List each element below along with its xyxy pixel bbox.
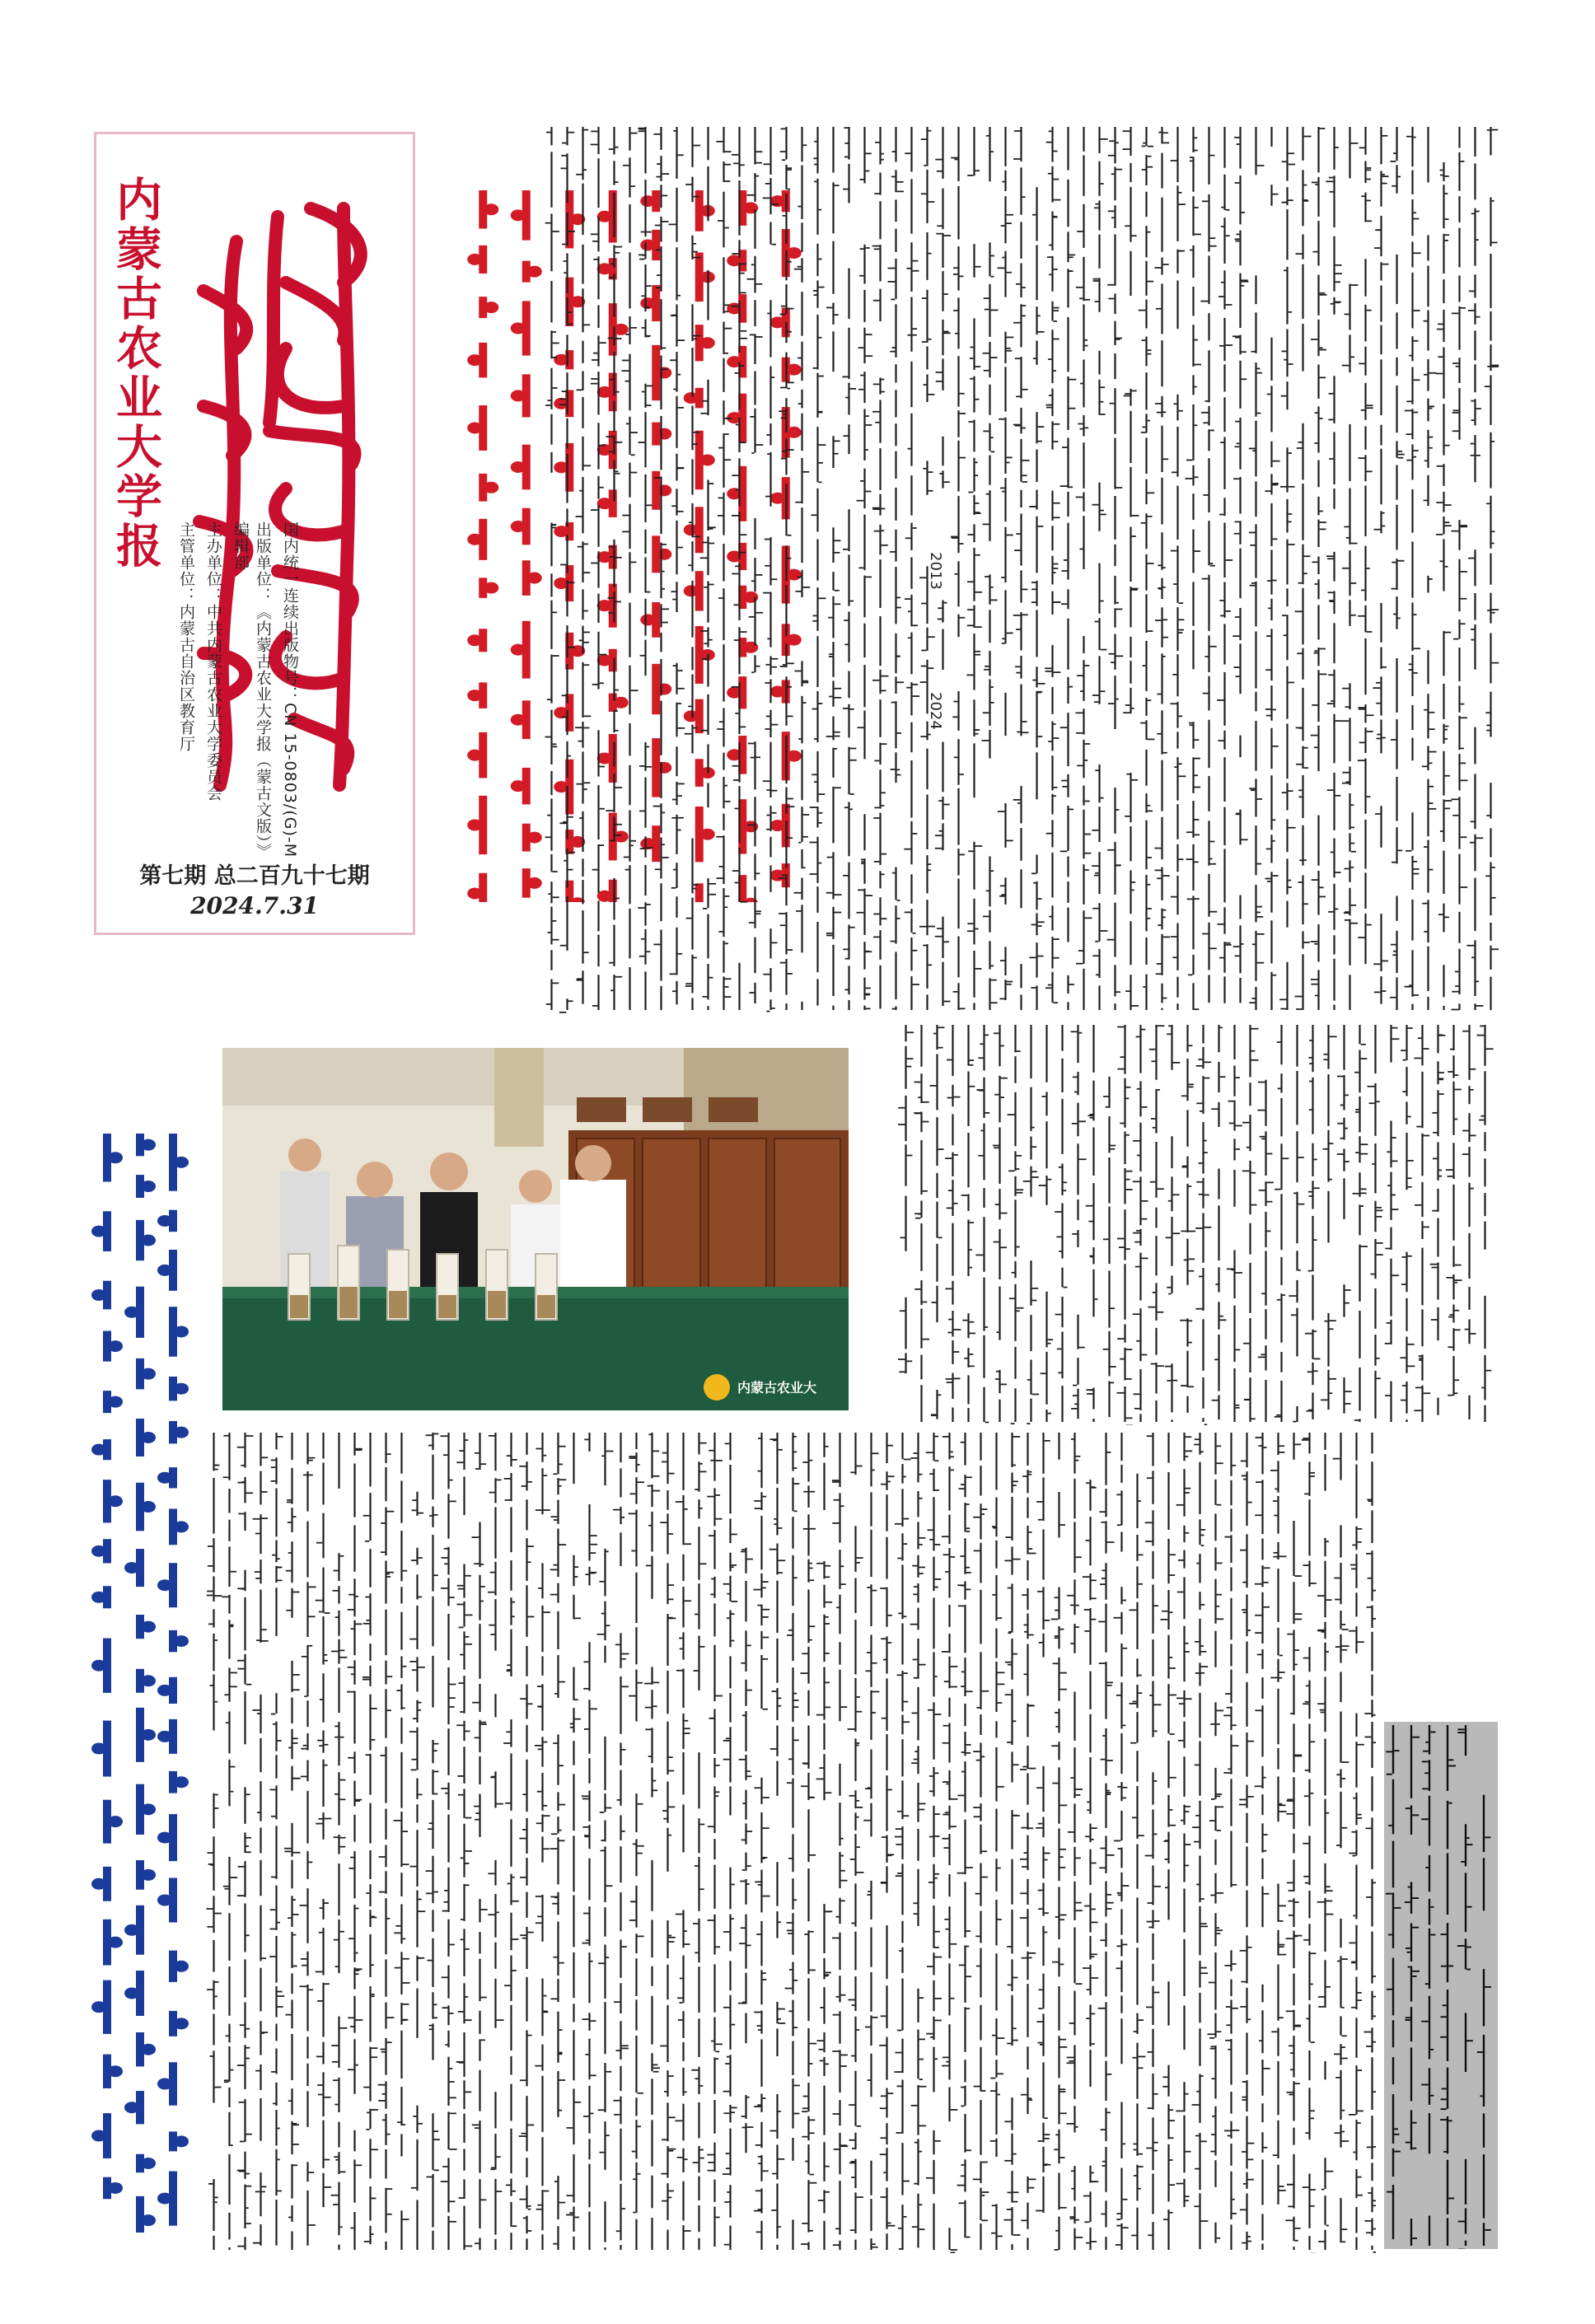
lower-article-body	[206, 1429, 1376, 2253]
meta-line-supervisor: 主管单位：内蒙古自治区教育厅	[177, 521, 195, 752]
masthead	[94, 132, 415, 935]
masthead-title-chinese: 内蒙古农业大学报	[109, 175, 163, 571]
masthead-meta	[175, 521, 302, 867]
credits-sidebar	[1384, 1722, 1498, 2249]
issue-number: 第七期 总二百九十七期	[139, 863, 370, 889]
issue-date: 2024.7.31	[190, 892, 319, 919]
inline-year-2024: 2024	[927, 692, 944, 730]
photo-scene	[222, 1048, 849, 1410]
lower-article-headline	[91, 1129, 189, 2233]
top-article-body	[544, 124, 1499, 1013]
upper-right-lower-body	[898, 1022, 1499, 1425]
meta-line-serial: 国内统一连续出版物号：CN 15-0803/(G)-M	[281, 521, 299, 858]
news-photo	[222, 1048, 849, 1410]
credits-text	[1384, 1722, 1498, 2249]
photo-watermark: 内蒙古农业大	[737, 1380, 817, 1396]
inline-year-2013: 2013	[927, 552, 944, 590]
meta-line-publisher: 出版单位：《内蒙古农业大学报（蒙古文版）》编辑部	[232, 521, 272, 860]
meta-line-sponsor: 主办单位：中共内蒙古农业大学委员会	[204, 521, 222, 802]
